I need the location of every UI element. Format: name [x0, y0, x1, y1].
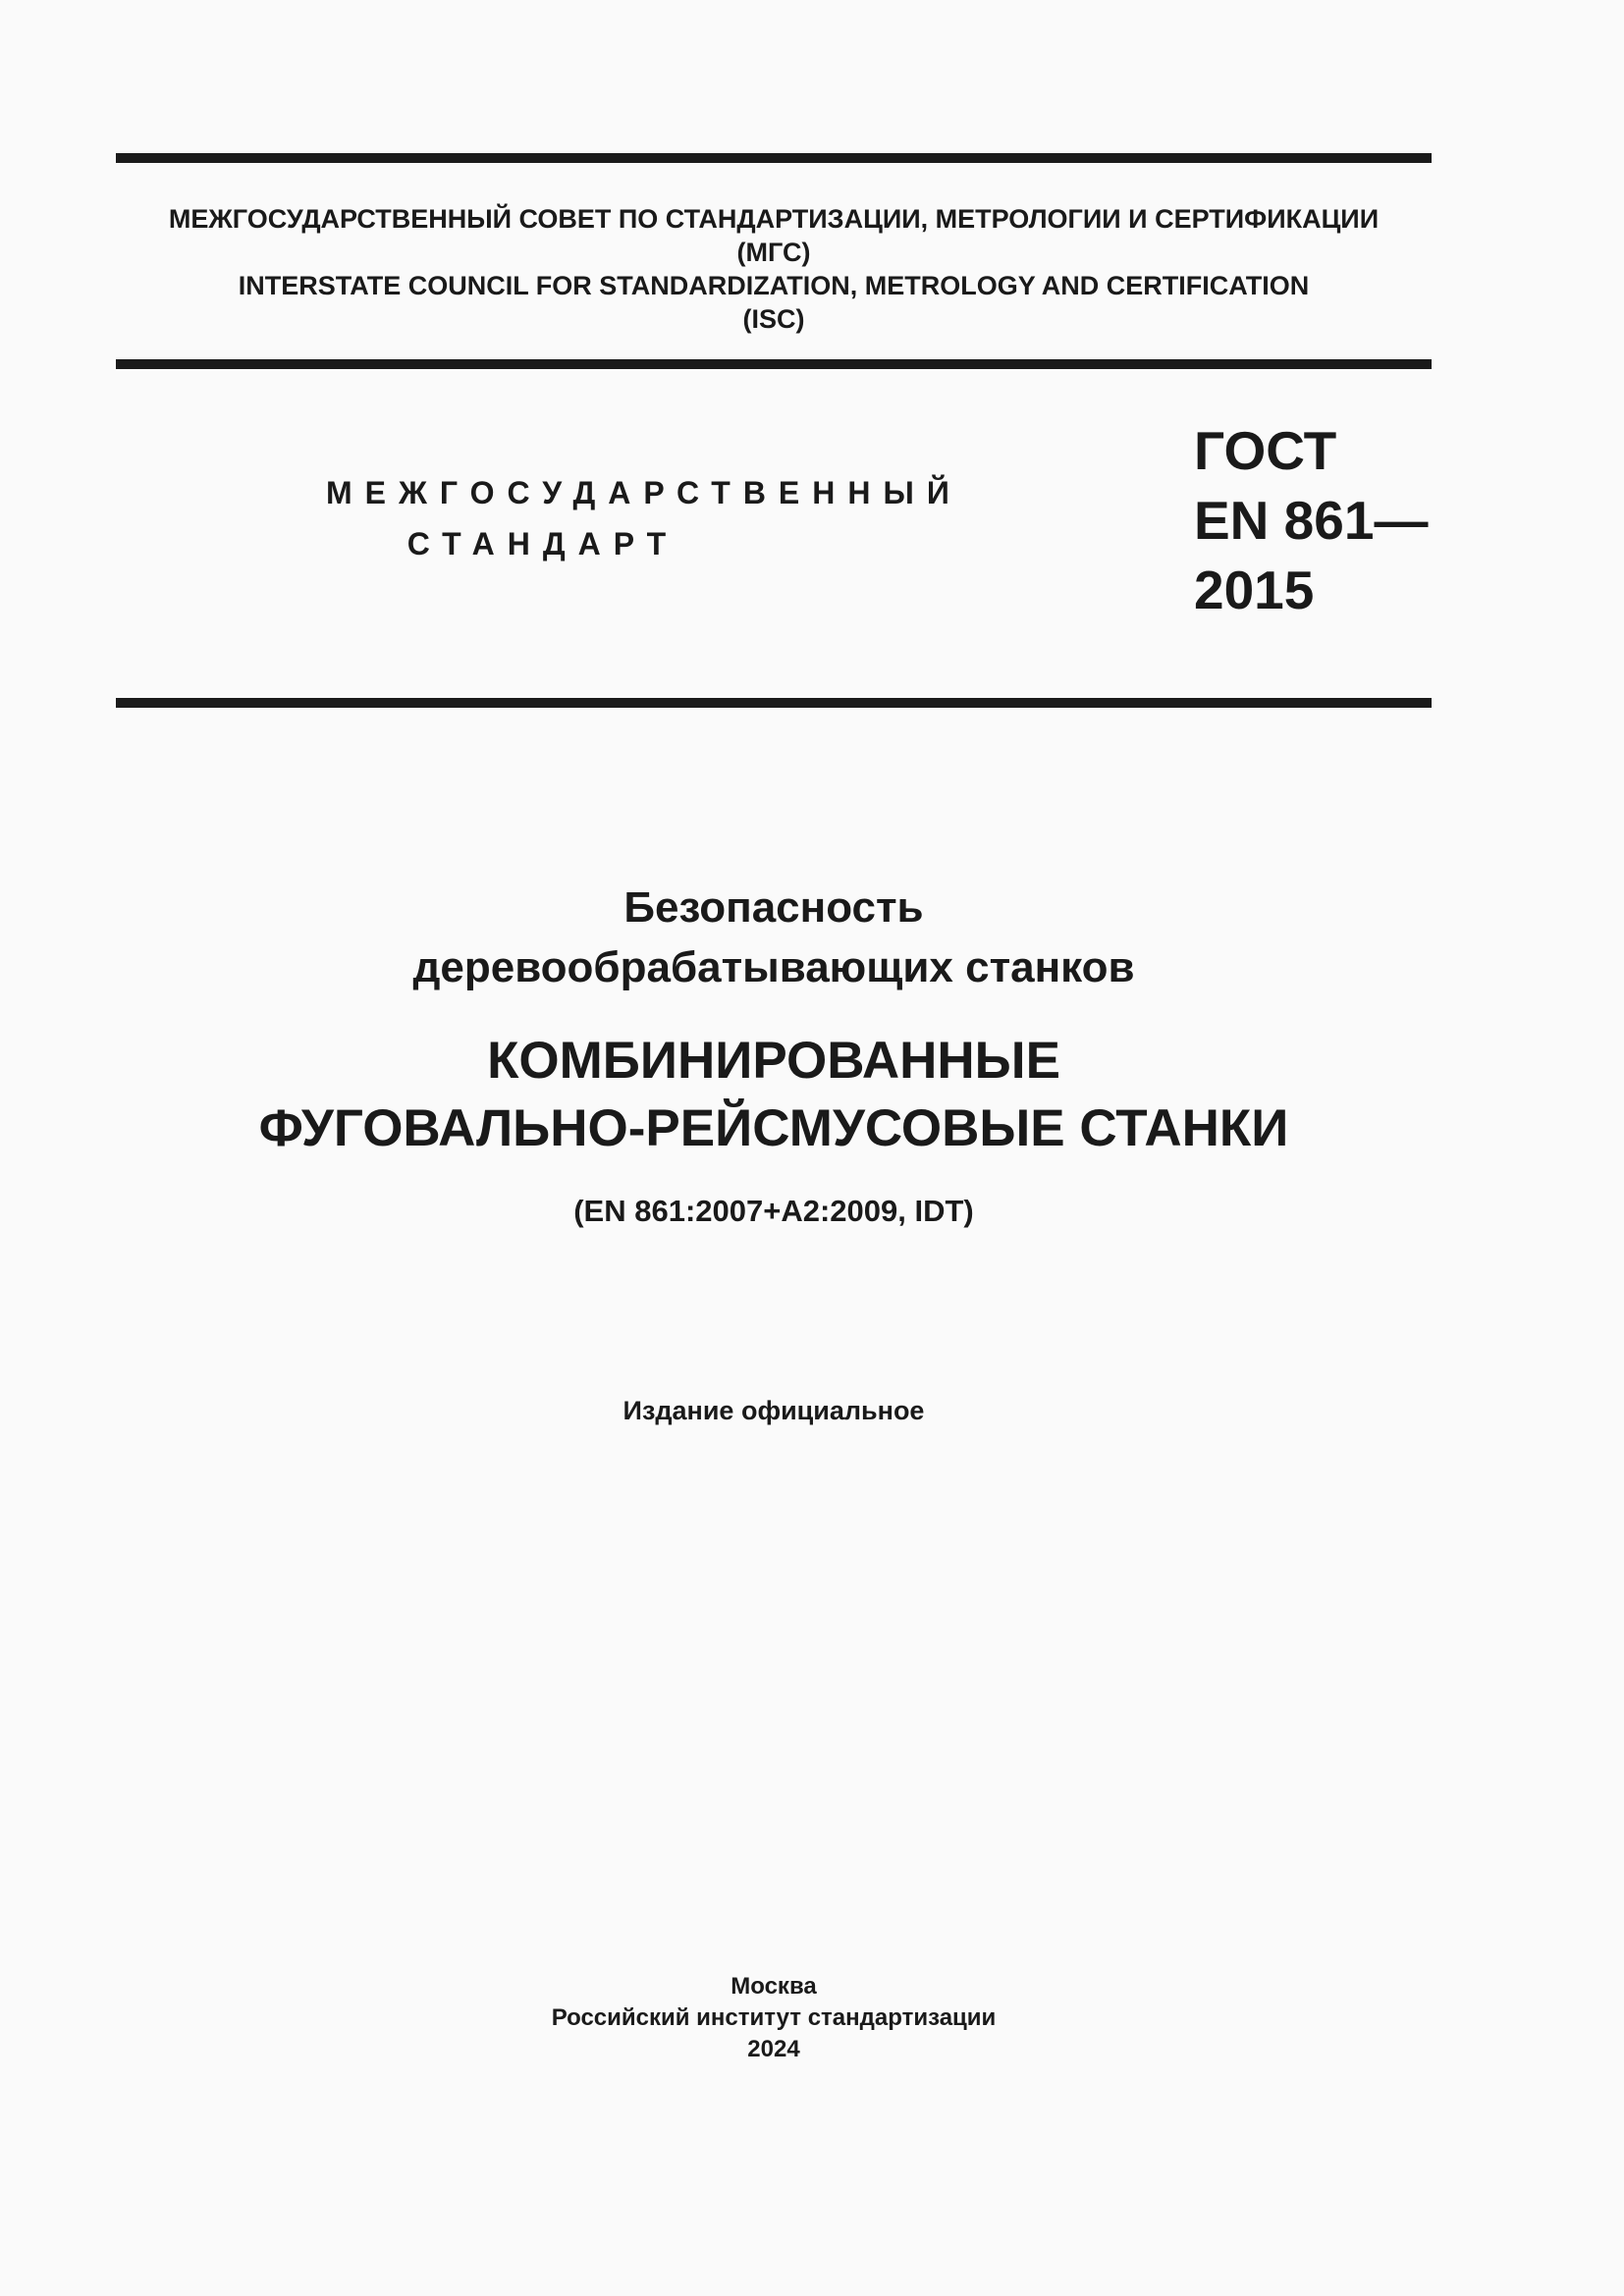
- council-header: [116, 202, 1432, 336]
- main-title-line2: ФУГОВАЛЬНО-РЕЙСМУСОВЫЕ СТАНКИ: [258, 1099, 1289, 1157]
- subtitle: [116, 878, 1432, 997]
- council-en-abbr: (ISC): [742, 304, 805, 334]
- main-title: [116, 1027, 1432, 1162]
- council-en-name: INTERSTATE COUNCIL FOR STANDARDIZATION, METROLOGY AND CERTIFICATION: [238, 271, 1310, 300]
- designation-line2: EN 861—: [1194, 490, 1429, 551]
- imprint-year: 2024: [747, 2036, 800, 2062]
- imprint-publisher: Российский институт стандартизации: [551, 2004, 997, 2031]
- standard-designation: [1194, 416, 1428, 625]
- subtitle-line2: деревообрабатывающих станков: [412, 943, 1135, 991]
- council-ru-name: МЕЖГОСУДАРСТВЕННЫЙ СОВЕТ ПО СТАНДАРТИЗАЦИИ, МЕТРОЛОГИИ И СЕРТИФИКАЦИИ: [168, 204, 1380, 234]
- designation-line3: 2015: [1194, 560, 1315, 620]
- lower-rule: [116, 698, 1432, 708]
- imprint-city: Москва: [731, 1973, 817, 2000]
- title-block: [116, 878, 1432, 1231]
- standard-type-line2: СТАНДАРТ: [406, 526, 679, 561]
- standard-type-line1: МЕЖГОСУДАРСТВЕННЫЙ: [326, 475, 962, 510]
- middle-rule: [116, 359, 1432, 369]
- subtitle-line1: Безопасность: [623, 883, 924, 932]
- council-ru-abbr: (МГС): [736, 238, 811, 267]
- top-rule: [116, 153, 1432, 163]
- designation-line1: ГОСТ: [1194, 420, 1337, 481]
- identity-reference: (EN 861:2007+A2:2009, IDT): [573, 1194, 974, 1228]
- imprint: [116, 1971, 1432, 2065]
- main-title-line1: КОМБИНИРОВАННЫЕ: [487, 1032, 1060, 1090]
- edition-label: Издание официальное: [623, 1396, 925, 1425]
